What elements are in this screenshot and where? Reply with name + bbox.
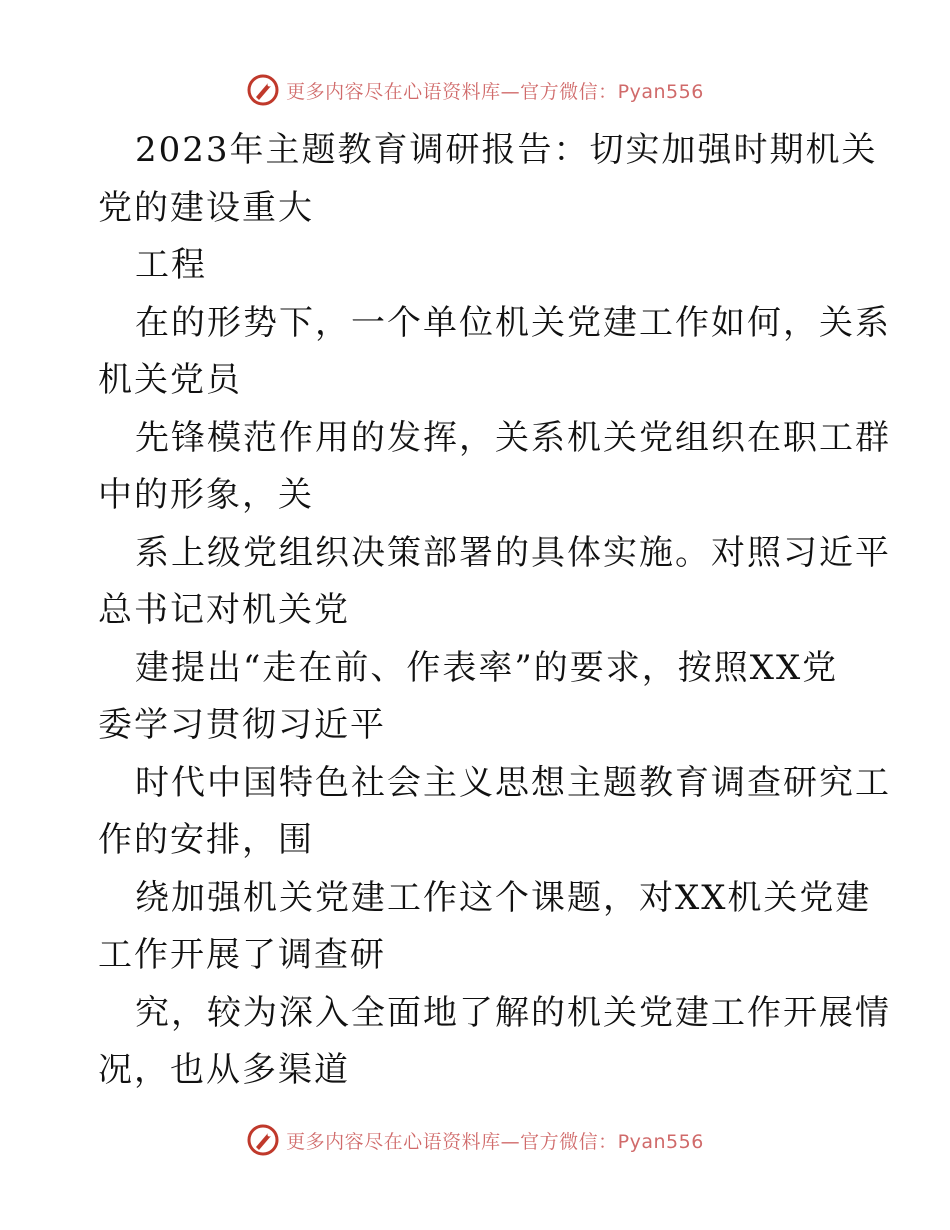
document-line: 在的形势下，一个单位机关党建工作如何，关系 xyxy=(135,302,891,343)
document-line: 党的建设重大 xyxy=(98,187,314,228)
watermark-text: 更多内容尽在心语资料库—官方微信：Pyan556 xyxy=(286,80,704,103)
document-line: 时代中国特色社会主义思想主题教育调查研究工 xyxy=(135,762,891,803)
document-line: 中的形象，关 xyxy=(98,475,314,515)
document-line: 系上级党组织决策部署的具体实施。对照习近平 xyxy=(135,532,891,573)
watermark-text: 更多内容尽在心语资料库—官方微信：Pyan556 xyxy=(286,1130,704,1153)
document-line: 绕加强机关党建工作这个课题，对XX机关党建 xyxy=(135,877,872,918)
document-line: 工作开展了调查研 xyxy=(98,935,386,975)
document-line: 建提出“走在前、作表率”的要求，按照XX党 xyxy=(135,647,839,688)
document-line: 况，也从多渠道 xyxy=(98,1050,350,1090)
pen-nib-logo-icon xyxy=(246,1123,280,1157)
header-watermark xyxy=(0,70,950,110)
document-line: 委学习贯彻习近平 xyxy=(98,705,386,745)
document-body xyxy=(98,122,891,1100)
document-line: 工程 xyxy=(135,245,207,285)
pen-nib-logo-icon xyxy=(246,73,280,107)
document-line: 总书记对机关党 xyxy=(98,590,350,630)
footer-watermark xyxy=(0,1120,950,1160)
document-line: 机关党员 xyxy=(98,360,242,400)
document-line: 究，较为深入全面地了解的机关党建工作开展情 xyxy=(135,992,891,1033)
document-line: 2023年主题教育调研报告：切实加强时期机关 xyxy=(135,130,878,170)
document-line: 先锋模范作用的发挥，关系机关党组织在职工群 xyxy=(135,417,891,458)
document-line: 作的安排，围 xyxy=(98,820,314,860)
